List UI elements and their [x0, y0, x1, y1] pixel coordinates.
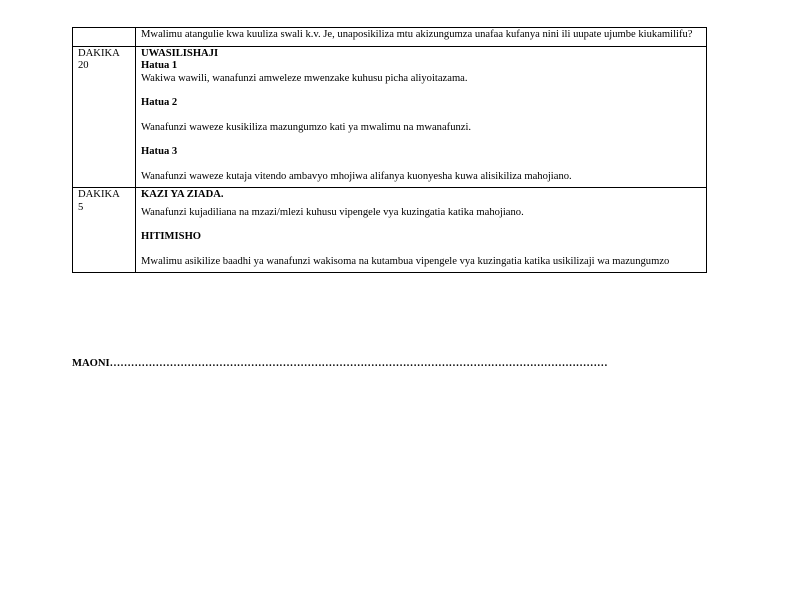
time-cell-intro [73, 28, 136, 47]
step-3-title: Hatua 3 [141, 146, 178, 157]
maoni-comments-line: MAONI…………………………………………………………………………………………………………………………… [72, 358, 608, 369]
extra-work-text: Wanafunzi kujadiliana na mzazi/mlezi kuhusu vipengele vya kuzingatia katika mahojiano. [141, 206, 524, 218]
table-row-uwasilishaji [73, 46, 707, 188]
time-label: DAKIKA [78, 189, 120, 200]
section-title-uwasilishaji: UWASILISHAJI [141, 47, 219, 59]
lesson-plan-table [72, 27, 707, 273]
table-row-kazi-ya-ziada [73, 188, 707, 273]
content-cell-kazi-ya-ziada [136, 188, 707, 273]
intro-text: Mwalimu atangulie kwa kuuliza swali k.v. Je, unaposikiliza mtu akizungumza unafaa kufanya nini ili uupate ujumbe kiukamilifu? [141, 29, 693, 40]
table-row-intro [73, 28, 707, 47]
extra-work-title: KAZI YA ZIADA. [141, 189, 224, 200]
step-2-text: Wanafunzi waweze kusikiliza mazungumzo kati ya mwalimu na mwanafunzi. [141, 121, 472, 133]
step-2-title: Hatua 2 [141, 97, 178, 108]
step-1-title: Hatua 1 [141, 60, 178, 71]
step-3-text: Wanafunzi waweze kutaja vitendo ambavyo mhojiwa alifanya kuonyesha kuwa alisikiliza mahojiano. [141, 170, 572, 182]
conclusion-title: HITIMISHO [141, 231, 202, 242]
time-cell-uwasilishaji [73, 46, 136, 188]
content-cell-uwasilishaji [136, 46, 707, 188]
step-1-text: Wakiwa wawili, wanafunzi amweleze mwenzake kuhusu picha aliyoitazama. [141, 72, 468, 84]
content-cell-intro [136, 28, 707, 47]
time-minutes: 5 [78, 201, 84, 213]
time-cell-kazi-ya-ziada [73, 188, 136, 273]
time-minutes: 20 [78, 60, 89, 71]
time-label: DAKIKA [78, 47, 120, 59]
conclusion-text: Mwalimu asikilize baadhi ya wanafunzi wakisoma na kutambua vipengele vya kuzingatia katika usikilizaji wa mazungumzo [141, 255, 670, 267]
